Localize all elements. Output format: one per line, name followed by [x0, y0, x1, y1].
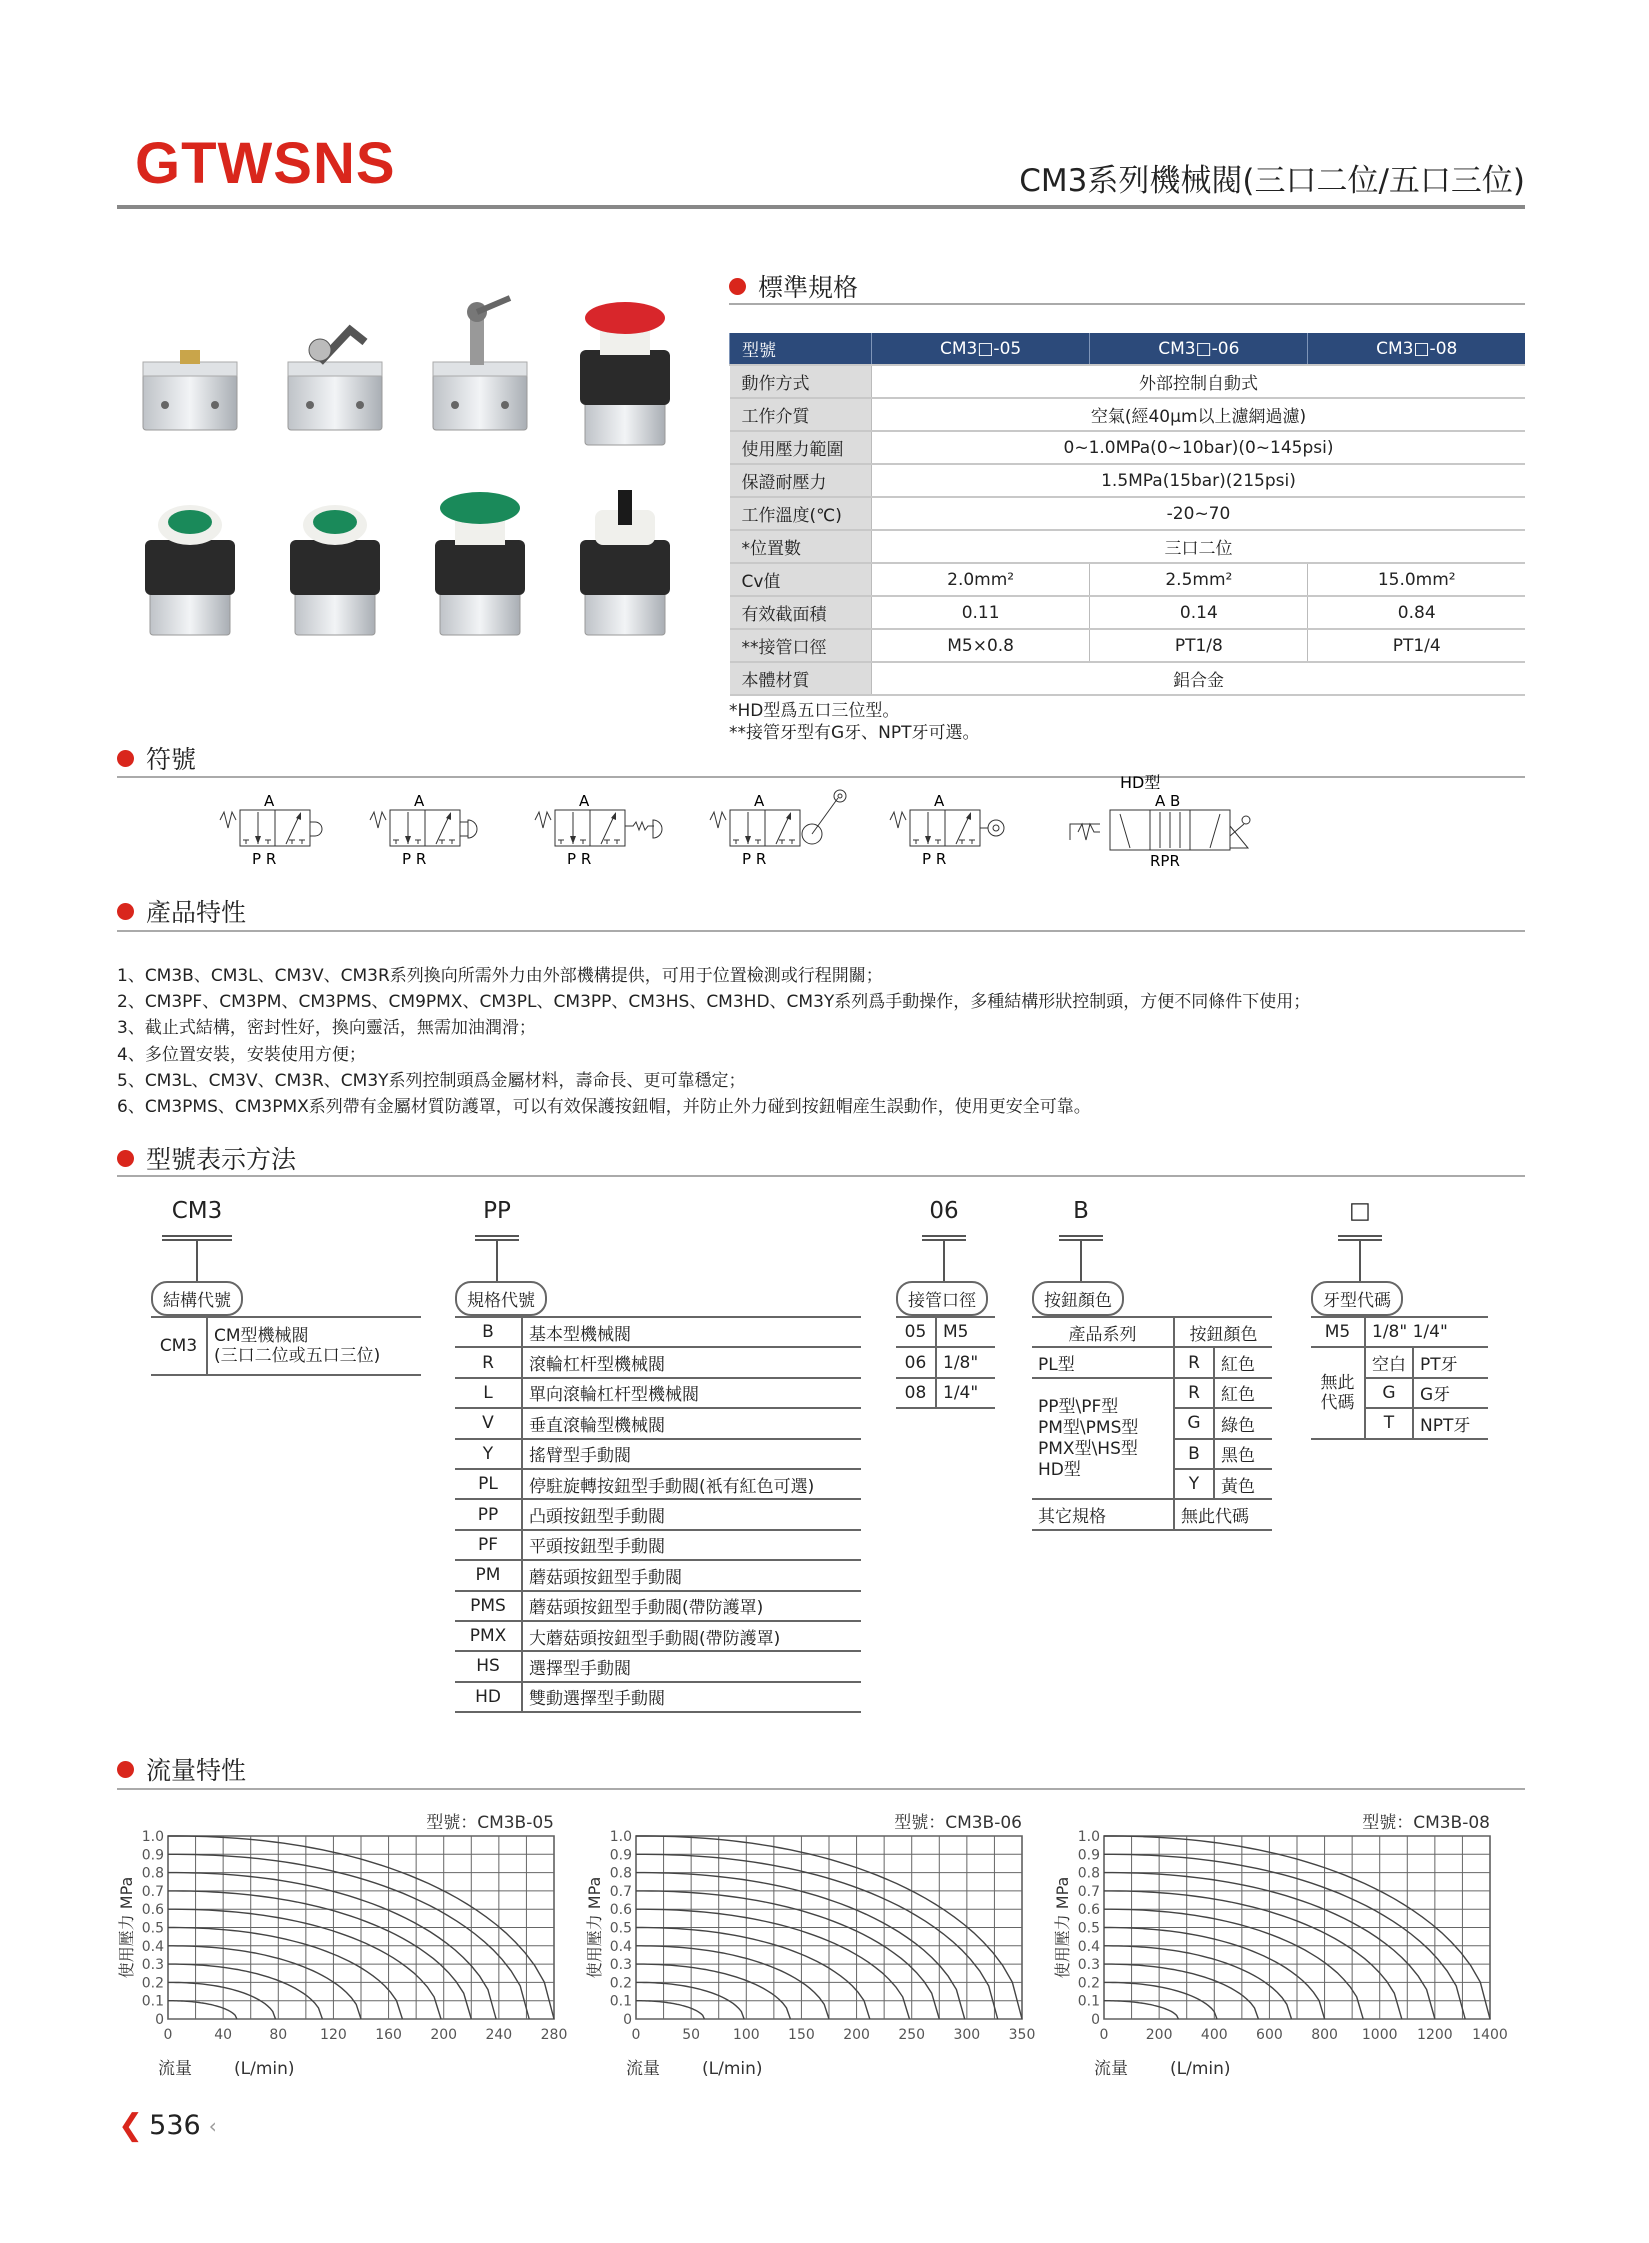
product-image-cm3pf	[280, 480, 390, 640]
series-line-0.5	[168, 1928, 402, 2020]
series-line: PP型\PF型	[1038, 1396, 1119, 1417]
page-number-text: 536	[149, 2110, 201, 2141]
desc-cell: 大蘑菇頭按鈕型手動閥(帶防護罩)	[522, 1621, 861, 1651]
table-row	[455, 1469, 861, 1499]
y-tick-label: 0.4	[1077, 1938, 1100, 1955]
spec-label: 使用壓力範圍	[730, 431, 872, 464]
chart-title: 型號：CM3B-08	[1362, 1813, 1490, 1833]
port-label: RPR	[1150, 852, 1180, 870]
spec-row	[730, 464, 1526, 497]
y-tick-label: 0.4	[609, 1938, 632, 1955]
color-label: 按鈕顏色	[1032, 1281, 1124, 1316]
size-cell: 1/4"	[936, 1378, 995, 1408]
column-header: 產品系列	[1032, 1317, 1174, 1347]
spec-value: 0.14	[1090, 596, 1308, 629]
thread-name: NPT牙	[1413, 1408, 1488, 1438]
x-tick-label: 350	[1008, 2027, 1036, 2043]
heading-text: 產品特性	[146, 898, 247, 927]
x-axis-label: 流量	[158, 2059, 192, 2079]
series-line: PM型\PMS型	[1038, 1417, 1139, 1438]
y-tick-label: 0.6	[1077, 1902, 1100, 1919]
bullet-icon	[117, 1761, 134, 1778]
section-features-heading	[117, 893, 246, 929]
y-tick-label: 0.8	[1077, 1865, 1100, 1882]
spec-label: 動作方式	[730, 365, 872, 398]
y-tick-label: 0.9	[1077, 1847, 1100, 1864]
table-row	[455, 1439, 861, 1469]
table-row	[455, 1560, 861, 1590]
thread-code: G	[1365, 1378, 1413, 1408]
y-tick-label: 0.6	[141, 1902, 164, 1919]
connector-line	[496, 1241, 498, 1283]
series-line-0.5	[636, 1928, 870, 2020]
thread-name: PT牙	[1413, 1347, 1488, 1377]
x-tick-label: 200	[843, 2027, 870, 2043]
spec-value: 15.0mm²	[1308, 563, 1525, 596]
feature-item: 1、CM3B、CM3L、CM3V、CM3R系列換向所需外力由外部機構提供，可用于位置檢測或行程開關；	[117, 966, 883, 986]
product-gallery	[120, 280, 710, 640]
x-tick-label: 200	[430, 2027, 458, 2043]
heading-text: 流量特性	[146, 1756, 247, 1785]
color-name: 黑色	[1214, 1439, 1272, 1469]
product-image-cm3pms	[425, 480, 535, 640]
y-tick-label: 1.0	[1077, 1829, 1100, 1845]
desc-cell: 停駐旋轉按鈕型手動閥(衹有紅色可選)	[522, 1469, 861, 1499]
desc-cell: 平頭按鈕型手動閥	[522, 1530, 861, 1560]
desc-cell: 基本型機械閥	[522, 1317, 861, 1347]
code-cell: B	[455, 1317, 522, 1347]
divider	[117, 776, 1525, 778]
y-tick-label: 0	[155, 2012, 164, 2028]
desc-cell: 凸頭按鈕型手動閥	[522, 1499, 861, 1529]
color-code: G	[1174, 1408, 1214, 1438]
x-tick-label: 40	[214, 2027, 233, 2043]
label-header: 型號	[730, 333, 872, 365]
color-code: B	[1073, 1198, 1089, 1224]
valve-symbol-button-icon	[220, 792, 322, 868]
x-tick-label: 150	[788, 2027, 815, 2043]
spec-value: PT1/4	[1308, 629, 1525, 662]
table-row	[455, 1651, 861, 1681]
spec-value: 2.0mm²	[872, 563, 1090, 596]
valve-symbol-hd-icon	[1070, 773, 1250, 870]
table-row	[896, 1317, 995, 1347]
header-divider	[117, 205, 1525, 209]
heading-text: 符號	[146, 745, 197, 774]
none-code-cell: 無此代碼	[1311, 1347, 1365, 1438]
y-tick-label: 0.9	[609, 1847, 632, 1864]
port-code-table	[896, 1316, 995, 1409]
port-label: 接管口徑	[896, 1281, 988, 1316]
y-tick-label: 0.1	[609, 1993, 632, 2010]
valve-symbol-roller-icon	[890, 792, 1004, 868]
code-cell: R	[455, 1347, 522, 1377]
page-title: CM3系列機械閥(三口二位/五口三位)	[1019, 163, 1525, 199]
color-code: Y	[1174, 1469, 1214, 1499]
spec-notes	[729, 700, 980, 744]
table-row	[1032, 1347, 1272, 1377]
flow-chart	[578, 1808, 1048, 2088]
series-line: PMX型\HS型	[1038, 1438, 1138, 1459]
column-header: M5	[1311, 1317, 1365, 1347]
x-axis-unit: (L/min)	[1170, 2059, 1231, 2079]
x-tick-label: 800	[1311, 2027, 1338, 2043]
table-row	[455, 1530, 861, 1560]
product-image-cm3pp	[135, 480, 245, 640]
x-tick-label: 200	[1145, 2027, 1173, 2043]
y-tick-label: 1.0	[141, 1829, 164, 1845]
connector-line	[196, 1241, 198, 1283]
spec-label: 有效截面積	[730, 596, 872, 629]
thread-code: T	[1365, 1408, 1413, 1438]
spec-row	[730, 365, 1526, 398]
code-cell: 06	[896, 1347, 936, 1377]
code-cell: PF	[455, 1530, 522, 1560]
page-number	[118, 2108, 217, 2143]
y-tick-label: 0.9	[141, 1847, 164, 1864]
thread-code: □	[1349, 1198, 1371, 1224]
column-header: CM3□-06	[1090, 333, 1308, 365]
connector-line	[1080, 1241, 1082, 1283]
divider	[117, 1175, 1525, 1177]
spec-label: 工作溫度(℃)	[730, 497, 872, 530]
chart-title: 型號：CM3B-05	[426, 1813, 554, 1833]
series-cell: 其它規格	[1032, 1499, 1174, 1529]
valve-symbol-lever-roller-icon	[710, 790, 846, 868]
column-header: 1/8" 1/4"	[1365, 1317, 1488, 1347]
y-tick-label: 0.7	[141, 1883, 164, 1900]
color-code: R	[1174, 1347, 1214, 1377]
spec-value: 0.84	[1308, 596, 1525, 629]
section-flow-heading	[117, 1751, 246, 1787]
series-line-0.9	[1104, 1854, 1465, 2019]
code-cell: PM	[455, 1560, 522, 1590]
color-code: B	[1174, 1439, 1214, 1469]
desc-cell: 搖臂型手動閥	[522, 1439, 861, 1469]
spec-label: 保證耐壓力	[730, 464, 872, 497]
spec-label: Cv值	[730, 563, 872, 596]
table-row	[455, 1317, 861, 1347]
port-label: A	[414, 792, 425, 810]
code-cell: PMX	[455, 1621, 522, 1651]
y-tick-label: 0.2	[141, 1975, 164, 1992]
x-tick-label: 80	[269, 2027, 288, 2043]
spec-code-table	[455, 1316, 861, 1713]
y-tick-label: 0.3	[609, 1957, 632, 1974]
table-header-row	[1311, 1317, 1488, 1347]
spec-header-row	[730, 333, 1526, 365]
x-axis-unit: (L/min)	[234, 2059, 295, 2079]
x-tick-label: 1000	[1361, 2027, 1398, 2043]
structure-code-table	[151, 1316, 421, 1376]
table-header-row	[1032, 1317, 1272, 1347]
port-label: A	[934, 792, 945, 810]
x-axis-label: 流量	[626, 2059, 660, 2079]
color-name: 綠色	[1214, 1408, 1272, 1438]
y-tick-label: 0.2	[609, 1975, 632, 1992]
y-tick-label: 0	[623, 2012, 632, 2028]
table-row	[455, 1591, 861, 1621]
series-line-0.1	[1104, 2001, 1178, 2019]
feature-list	[117, 963, 1310, 1120]
desc-cell	[207, 1317, 421, 1375]
note: *HD型爲五口三位型。	[729, 701, 900, 721]
y-axis-label: 使用壓力 MPa	[117, 1876, 136, 1979]
code-cell: 08	[896, 1378, 936, 1408]
port-label: A	[754, 792, 765, 810]
x-tick-label: 160	[375, 2027, 402, 2043]
y-tick-label: 0.6	[609, 1902, 632, 1919]
series-line-0.1	[168, 2001, 237, 2019]
table-row	[455, 1378, 861, 1408]
y-tick-label: 0.7	[1077, 1883, 1100, 1900]
spec-row	[730, 596, 1526, 629]
spec-value: 2.5mm²	[1090, 563, 1308, 596]
series-line-0.1	[636, 2001, 704, 2019]
spec-value: 外部控制自動式	[872, 365, 1526, 398]
connector-line	[1359, 1241, 1361, 1283]
port-label: P R	[402, 850, 427, 868]
y-tick-label: 0.4	[141, 1938, 164, 1955]
color-name: 黃色	[1214, 1469, 1272, 1499]
bullet-icon	[117, 750, 134, 767]
desc-cell: 垂直滾輪型機械閥	[522, 1408, 861, 1438]
desc-line: (三口二位或五口三位)	[214, 1346, 381, 1366]
code-cell: CM3	[151, 1317, 207, 1375]
chevron-left-icon: ‹	[208, 2113, 217, 2138]
connector-line	[943, 1241, 945, 1283]
series-line-0.3	[636, 1964, 790, 2019]
bullet-icon	[117, 1150, 134, 1167]
y-axis-label: 使用壓力 MPa	[1053, 1876, 1072, 1979]
y-tick-label: 1.0	[609, 1829, 632, 1845]
valve-symbol-pushbutton-icon	[370, 792, 477, 868]
x-tick-label: 240	[485, 2027, 513, 2043]
color-name: 無此代碼	[1174, 1499, 1272, 1529]
brand-logo: GTWSNS	[135, 131, 396, 196]
x-tick-label: 120	[320, 2027, 347, 2043]
spec-row	[730, 629, 1526, 662]
heading-text: 標準規格	[758, 273, 859, 302]
flow-chart	[110, 1808, 580, 2088]
section-ordering-heading	[117, 1140, 296, 1176]
thread-code-table	[1311, 1316, 1488, 1440]
spec-value: PT1/8	[1090, 629, 1308, 662]
port-label: A B	[1155, 792, 1181, 810]
hd-label: HD型	[1120, 773, 1161, 792]
x-tick-label: 250	[898, 2027, 926, 2043]
spec-row	[730, 497, 1526, 530]
bullet-icon	[729, 278, 746, 295]
spec-row	[730, 662, 1526, 695]
y-tick-label: 0.5	[1077, 1920, 1100, 1937]
heading-text: 型號表示方法	[146, 1145, 297, 1174]
desc-cell: 選擇型手動閥	[522, 1651, 861, 1681]
feature-item: 3、截止式結構，密封性好，換向靈活，無需加油潤滑；	[117, 1018, 536, 1039]
y-tick-label: 0.1	[1077, 1993, 1100, 2010]
structure-label: 結構代號	[151, 1281, 243, 1316]
spec-value: M5×0.8	[872, 629, 1090, 662]
spec-table	[729, 333, 1525, 696]
series-line: HD型	[1038, 1459, 1081, 1480]
bullet-icon	[117, 903, 134, 920]
feature-item: 6、CM3PMS、CM3PMX系列帶有金屬材質防護罩，可以有效保護按鈕帽，并防止外力碰到按鈕帽産生誤動作，使用更安全可靠。	[117, 1097, 1091, 1118]
table-row	[1032, 1499, 1272, 1529]
spec-value: 鋁合金	[872, 662, 1526, 695]
column-header: CM3□-08	[1308, 333, 1525, 365]
table-row	[1311, 1347, 1488, 1377]
port-label: P R	[742, 850, 767, 868]
x-tick-label: 1400	[1472, 2027, 1508, 2043]
y-tick-label: 0.8	[141, 1865, 164, 1882]
table-row	[455, 1682, 861, 1712]
y-tick-label: 0.3	[1077, 1957, 1100, 1974]
product-image-cm3pm	[570, 290, 680, 450]
table-row	[896, 1378, 995, 1408]
table-row	[455, 1408, 861, 1438]
port-code: 06	[929, 1198, 959, 1224]
spec-value: 0~1.0MPa(0~10bar)(0~145psi)	[872, 431, 1526, 464]
spec-value: 空氣(經40μm以上濾網過濾)	[872, 398, 1526, 431]
color-name: 紅色	[1214, 1378, 1272, 1408]
code-cell: PL	[455, 1469, 522, 1499]
section-symbols-heading	[117, 740, 196, 776]
feature-item: 2、CM3PF、CM3PM、CM3PMS、CM9PMX、CM3PL、CM3PP、CM3HS、CM3HD、CM3Y系列爲手動操作，多種結構形狀控制頭，方便不同條件下使用；	[117, 992, 1311, 1013]
desc-cell: 蘑菇頭按鈕型手動閥(帶防護罩)	[522, 1591, 861, 1621]
spec-row	[730, 398, 1526, 431]
y-tick-label: 0.7	[609, 1883, 632, 1900]
table-row	[151, 1317, 421, 1375]
desc-cell: 雙動選擇型手動閥	[522, 1682, 861, 1712]
y-tick-label: 0.8	[609, 1865, 632, 1882]
spec-value: 0.11	[872, 596, 1090, 629]
column-header: CM3□-05	[872, 333, 1090, 365]
series-cell	[1032, 1378, 1174, 1500]
x-axis-label: 流量	[1094, 2059, 1128, 2079]
port-label: A	[579, 792, 590, 810]
size-cell: 1/8"	[936, 1347, 995, 1377]
thread-code: 空白	[1365, 1347, 1413, 1377]
spec-label: **接管口徑	[730, 629, 872, 662]
code-cell: 05	[896, 1317, 936, 1347]
port-label: P R	[922, 850, 947, 868]
port-label: A	[264, 792, 275, 810]
divider	[117, 1788, 1525, 1790]
spec-value: -20~70	[872, 497, 1526, 530]
y-tick-label: 0	[1091, 2012, 1100, 2028]
code-cell: PMS	[455, 1591, 522, 1621]
divider	[117, 930, 1525, 932]
valve-symbol-spring-button-icon	[535, 792, 662, 868]
x-tick-label: 100	[732, 2027, 760, 2043]
port-label: P R	[252, 850, 277, 868]
code-cell: HD	[455, 1682, 522, 1712]
color-name: 紅色	[1214, 1347, 1272, 1377]
code-cell: Y	[455, 1439, 522, 1469]
x-axis-unit: (L/min)	[702, 2059, 763, 2079]
x-tick-label: 600	[1256, 2027, 1283, 2043]
color-code: R	[1174, 1378, 1214, 1408]
x-tick-label: 1200	[1417, 2027, 1453, 2043]
x-tick-label: 50	[682, 2027, 701, 2043]
y-tick-label: 0.2	[1077, 1975, 1100, 1992]
thread-name: G牙	[1413, 1378, 1488, 1408]
size-cell: M5	[936, 1317, 995, 1347]
desc-cell: 單向滾輪杠杆型機械閥	[522, 1378, 861, 1408]
product-image-cm3r	[280, 290, 390, 450]
y-axis-label: 使用壓力 MPa	[585, 1876, 604, 1979]
y-tick-label: 0.3	[141, 1957, 164, 1974]
y-tick-label: 0.5	[141, 1920, 164, 1937]
table-row	[896, 1347, 995, 1377]
table-row	[455, 1621, 861, 1651]
x-tick-label: 280	[540, 2027, 568, 2043]
structure-code: CM3	[171, 1198, 223, 1224]
feature-item: 5、CM3L、CM3V、CM3R、CM3Y系列控制頭爲金屬材料，壽命長、更可靠穩定；	[117, 1070, 746, 1091]
code-cell: HS	[455, 1651, 522, 1681]
spec-label: 本體材質	[730, 662, 872, 695]
section-spec-heading	[729, 268, 858, 304]
x-tick-label: 0	[631, 2027, 641, 2043]
spec-row	[730, 431, 1526, 464]
x-tick-label: 300	[953, 2027, 981, 2043]
spec-value: 三口二位	[872, 530, 1526, 563]
table-row	[455, 1347, 861, 1377]
valve-symbols	[200, 773, 1260, 900]
table-row	[455, 1499, 861, 1529]
column-header: 按鈕顏色	[1174, 1317, 1272, 1347]
note: **接管牙型有G牙、NPT牙可選。	[729, 723, 980, 743]
product-image-cm3b	[135, 290, 245, 450]
button-color-table	[1032, 1316, 1272, 1531]
code-cell: V	[455, 1408, 522, 1438]
spec-code: PP	[483, 1198, 511, 1224]
thread-label: 牙型代碼	[1311, 1281, 1403, 1316]
port-label: P R	[567, 850, 592, 868]
table-row	[1032, 1378, 1272, 1408]
spec-row	[730, 530, 1526, 563]
code-cell: L	[455, 1378, 522, 1408]
desc-line: CM型機械閥	[214, 1326, 309, 1346]
y-tick-label: 0.5	[609, 1920, 632, 1937]
spec-label: *位置數	[730, 530, 872, 563]
chevron-left-icon: ❮	[118, 2108, 144, 2143]
divider	[729, 303, 1525, 305]
desc-cell: 蘑菇頭按鈕型手動閥	[522, 1560, 861, 1590]
product-image-cm3hs	[570, 480, 680, 640]
code-cell: PP	[455, 1499, 522, 1529]
spec-label: 工作介質	[730, 398, 872, 431]
x-tick-label: 400	[1200, 2027, 1228, 2043]
chart-title: 型號：CM3B-06	[894, 1813, 1022, 1833]
x-tick-label: 0	[1099, 2027, 1109, 2043]
spec-row	[730, 563, 1526, 596]
y-tick-label: 0.1	[141, 1993, 164, 2010]
desc-cell: 滾輪杠杆型機械閥	[522, 1347, 861, 1377]
product-image-cm3y	[425, 290, 535, 450]
spec-value: 1.5MPa(15bar)(215psi)	[872, 464, 1526, 497]
series-cell: PL型	[1032, 1347, 1174, 1377]
spec-label: 規格代號	[455, 1281, 547, 1316]
feature-item: 4、多位置安裝，安裝使用方便；	[117, 1044, 366, 1065]
flow-chart	[1046, 1808, 1516, 2088]
series-line-0.3	[168, 1964, 322, 2019]
x-tick-label: 0	[163, 2027, 173, 2043]
